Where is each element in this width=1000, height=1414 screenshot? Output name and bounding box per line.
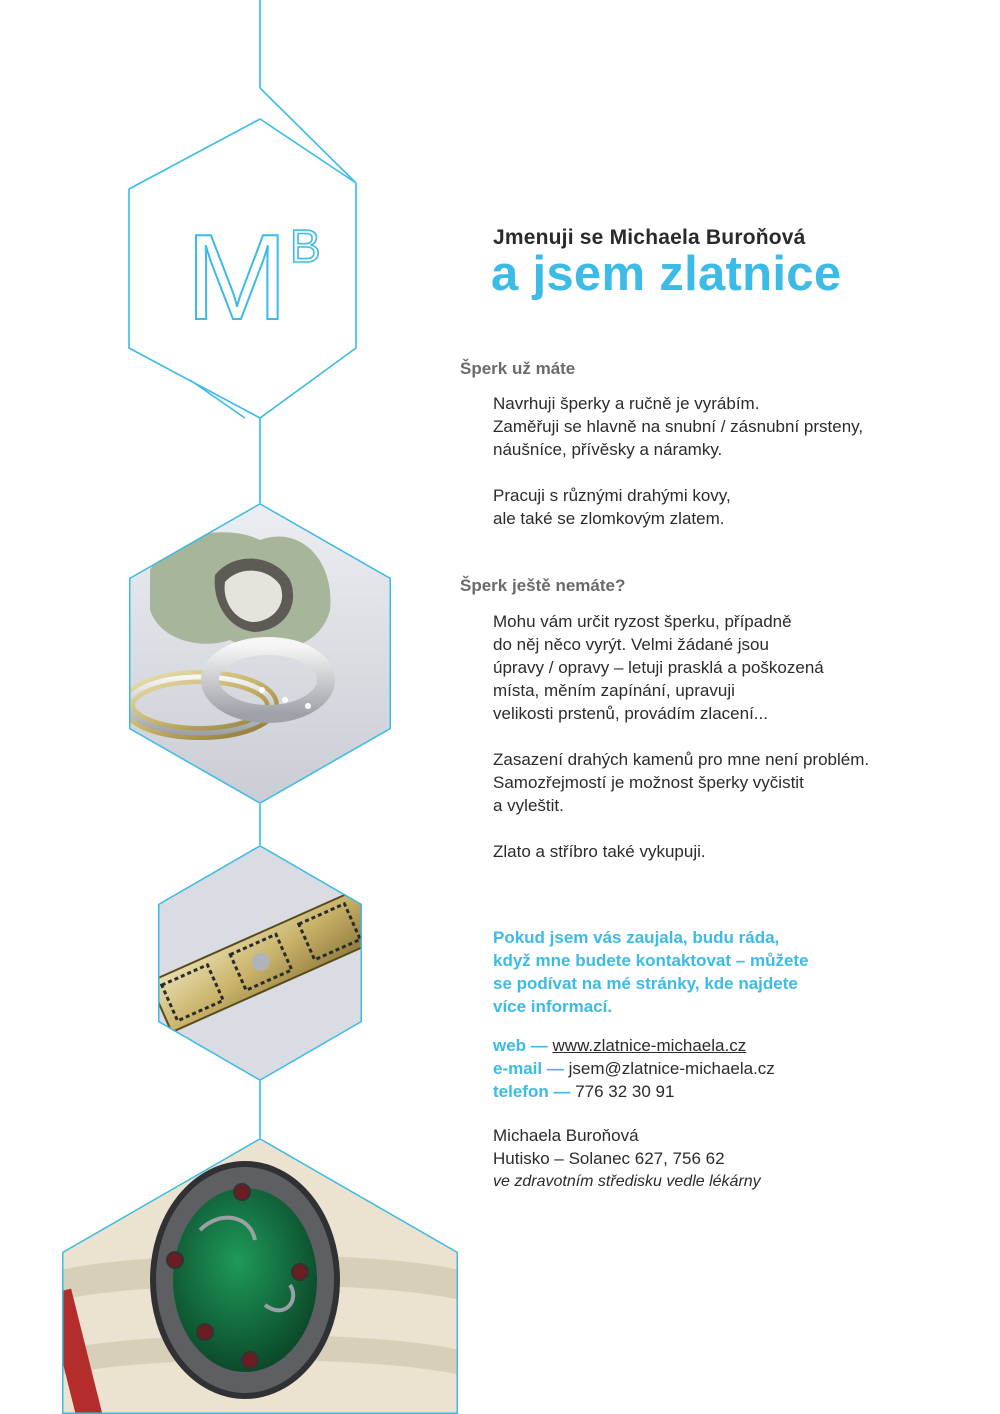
text-line: Navrhuji šperky a ručně je vyrábím. bbox=[493, 394, 760, 413]
text-line: se podívat na mé stránky, kde najdete bbox=[493, 974, 798, 993]
web-label: web — bbox=[493, 1036, 548, 1055]
call-to-action bbox=[493, 926, 809, 1018]
address-block bbox=[493, 1124, 761, 1193]
text-line: když mne budete kontaktovat – můžete bbox=[493, 951, 809, 970]
wedding-rings-photo-icon bbox=[120, 500, 400, 810]
section-title-have-jewelry: Šperk už máte bbox=[460, 359, 576, 378]
text-line: velikosti prstenů, provádím zlacení... bbox=[493, 704, 768, 723]
web-link[interactable]: www.zlatnice-michaela.cz bbox=[552, 1036, 747, 1055]
paragraph bbox=[493, 484, 863, 530]
text-line: Zlato a stříbro také vykupuji. bbox=[493, 842, 706, 861]
text-line: náušníce, přívěsky a náramky. bbox=[493, 440, 723, 459]
text-line: Mohu vám určit ryzost šperku, případně bbox=[493, 612, 792, 631]
text-line: Pracuji s různými drahými kovy, bbox=[493, 486, 731, 505]
monogram-letter-b: B bbox=[290, 220, 321, 272]
page-title: a jsem zlatnice bbox=[491, 247, 842, 301]
section-body-no-jewelry bbox=[493, 610, 869, 863]
email-value[interactable]: jsem@zlatnice-michaela.cz bbox=[568, 1059, 775, 1078]
text-line: Samozřejmostí je možnost šperky vyčistit bbox=[493, 773, 804, 792]
email-label: e-mail — bbox=[493, 1059, 564, 1078]
paragraph bbox=[493, 840, 869, 863]
contact-web-row bbox=[493, 1034, 775, 1057]
address-note: ve zdravotním středisku vedle lékárny bbox=[493, 1173, 761, 1190]
contact-phone-row bbox=[493, 1080, 775, 1103]
text-line: ale také se zlomkovým zlatem. bbox=[493, 509, 725, 528]
monogram-letter-m: M bbox=[186, 209, 288, 345]
section-body-have-jewelry bbox=[493, 392, 863, 530]
phone-value[interactable]: 776 32 30 91 bbox=[575, 1082, 675, 1101]
text-line: a vyleštit. bbox=[493, 796, 564, 815]
paragraph bbox=[493, 610, 869, 725]
emerald-pendant-photo-icon bbox=[46, 1135, 465, 1414]
contact-block bbox=[493, 1034, 775, 1103]
address-street: Hutisko – Solanec 627, 756 62 bbox=[493, 1149, 725, 1168]
contact-email-row bbox=[493, 1057, 775, 1080]
text-line: místa, měním zapínání, upravuji bbox=[493, 681, 735, 700]
section-title-no-jewelry: Šperk ještě nemáte? bbox=[460, 576, 626, 595]
text-line: do něj něco vyrýt. Velmi žádané jsou bbox=[493, 635, 769, 654]
text-line: Zasazení drahých kamenů pro mne není problém. bbox=[493, 750, 870, 769]
gold-bracelet-photo-icon bbox=[149, 840, 381, 1090]
monogram-logo bbox=[186, 209, 321, 345]
address-name: Michaela Buroňová bbox=[493, 1126, 639, 1145]
paragraph bbox=[493, 392, 863, 461]
phone-label: telefon — bbox=[493, 1082, 571, 1101]
text-line: úpravy / opravy – letuji prasklá a poškozená bbox=[493, 658, 824, 677]
greeting-heading: Jmenuji se Michaela Buroňová bbox=[493, 226, 806, 249]
text-line: Pokud jsem vás zaujala, budu ráda, bbox=[493, 928, 780, 947]
text-line: Zaměřuji se hlavně na snubní / zásnubní prsteny, bbox=[493, 417, 864, 436]
paragraph bbox=[493, 748, 869, 817]
text-line: více informací. bbox=[493, 997, 613, 1016]
